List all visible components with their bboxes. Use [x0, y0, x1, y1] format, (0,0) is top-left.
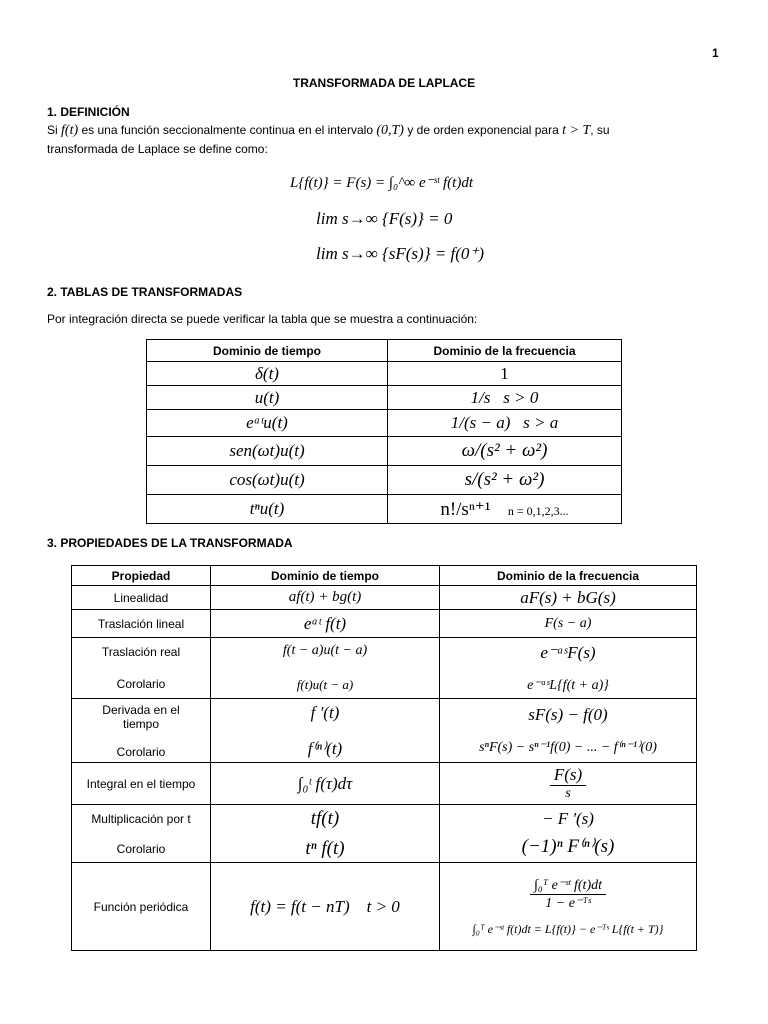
- frequency-corollary: e⁻ᵃˢL{f(t + a)}: [527, 677, 609, 693]
- table-cell-frequency: s/(s² + ω²): [388, 466, 622, 495]
- table-cell-frequency: [440, 638, 697, 699]
- time-corollary: tⁿ f(t): [305, 837, 345, 859]
- table-cell-frequency: F(s − a): [440, 610, 697, 638]
- table-cell-time: u(t): [147, 386, 388, 410]
- table-cell-frequency: [440, 699, 697, 763]
- table-cell-time: [211, 638, 440, 699]
- table-cell-frequency: [440, 763, 697, 805]
- fraction-numerator: F(s): [550, 765, 586, 786]
- frequency-expression: n!/sⁿ⁺¹: [440, 498, 491, 520]
- time-corollary: f⁽ⁿ⁾(t): [307, 738, 343, 758]
- table-header-row: [72, 566, 697, 586]
- table-cell-frequency: 1: [388, 362, 622, 386]
- column-header: Dominio de la frecuencia: [388, 340, 622, 362]
- time-expression: f '(t): [310, 702, 340, 722]
- property-name-cell: [72, 699, 211, 763]
- property-name: Función periódica: [72, 863, 211, 951]
- property-name: Linealidad: [72, 586, 211, 610]
- section3-heading: 3. PROPIEDADES DE LA TRANSFORMADA: [47, 536, 293, 550]
- document-title: TRANSFORMADA DE LAPLACE: [292, 76, 476, 90]
- properties-table: [71, 565, 697, 951]
- table-header-row: [147, 340, 622, 362]
- table-row: [72, 863, 697, 951]
- math-condition: t > T: [562, 123, 591, 138]
- property-name: Derivada en el tiempo: [102, 702, 180, 731]
- table-cell-time: af(t) + bg(t): [211, 586, 440, 610]
- property-name: Multiplicación por t: [91, 811, 191, 826]
- section2-intro: Por integración directa se puede verificar la tabla que se muestra a continuación:: [47, 312, 478, 326]
- table-row: [147, 437, 622, 466]
- table-cell-frequency: 1/s s > 0: [388, 386, 622, 410]
- frequency-expression: − F '(s): [542, 809, 594, 828]
- property-corollary: Corolario: [116, 841, 166, 856]
- equation-limit-1: lim s→∞ {F(s)} = 0: [316, 209, 453, 228]
- column-header: Dominio de la frecuencia: [440, 566, 697, 586]
- time-expression: f(t − a)u(t − a): [282, 643, 368, 658]
- table-row: [147, 466, 622, 495]
- column-header: Propiedad: [72, 566, 211, 586]
- section1-heading: 1. DEFINICIÓN: [47, 105, 130, 119]
- table-row: [147, 386, 622, 410]
- math-interval: (0,T): [376, 123, 404, 138]
- table-row: [72, 610, 697, 638]
- text-fragment: Si: [47, 123, 58, 137]
- table-cell-time: eᵃᵗu(t): [147, 410, 388, 437]
- page-number: 1: [712, 46, 719, 60]
- fraction-numerator: ∫₀ᵀ e⁻ˢᵗ f(t)dt: [530, 877, 606, 895]
- property-name: Traslación real: [101, 645, 181, 659]
- column-header: Dominio de tiempo: [147, 340, 388, 362]
- frequency-corollary: sⁿF(s) − sⁿ⁻¹f(0) − ... − f⁽ⁿ⁻¹⁾(0): [479, 740, 657, 755]
- table-cell-frequency: [440, 805, 697, 863]
- property-name-cell: [72, 638, 211, 699]
- property-name: Integral en el tiempo: [72, 763, 211, 805]
- section2-heading: 2. TABLAS DE TRANSFORMADAS: [47, 285, 243, 299]
- frequency-fraction: [550, 765, 586, 802]
- table-cell-time: sen(ωt)u(t): [147, 437, 388, 466]
- frequency-note: n = 0,1,2,3...: [507, 503, 569, 518]
- table-cell-time: tⁿu(t): [147, 495, 388, 524]
- equation-laplace-definition: L{f(t)} = F(s) = ∫₀^∞ e⁻ˢᵗ f(t)dt: [290, 175, 473, 191]
- table-cell-time: eᵃᵗ f(t): [211, 610, 440, 638]
- property-corollary: Corolario: [116, 677, 166, 691]
- equation-limit-2: lim s→∞ {sF(s)} = f(0⁺): [316, 244, 484, 263]
- column-header: Dominio de tiempo: [211, 566, 440, 586]
- table-row: [147, 362, 622, 386]
- time-corollary: f(t)u(t − a): [296, 677, 354, 692]
- property-name-cell: [72, 805, 211, 863]
- table-row: [72, 699, 697, 763]
- frequency-corollary: (−1)ⁿ F⁽ⁿ⁾(s): [521, 836, 615, 857]
- table-cell-frequency: [440, 863, 697, 951]
- table-cell-frequency: aF(s) + bG(s): [440, 586, 697, 610]
- table-cell-time: f(t) = f(t − nT) t > 0: [211, 863, 440, 951]
- transforms-table: [146, 339, 622, 524]
- table-row: [72, 638, 697, 699]
- property-corollary: Corolario: [116, 744, 166, 759]
- section1-paragraph-line2: transformada de Laplace se define como:: [47, 142, 268, 156]
- text-fragment: es una función seccionalmente continua en el intervalo: [81, 123, 373, 137]
- table-row: [72, 805, 697, 863]
- table-cell-frequency: [388, 495, 622, 524]
- table-cell-time: ∫₀ᵗ f(τ)dτ: [211, 763, 440, 805]
- table-cell-frequency: ω/(s² + ω²): [388, 437, 622, 466]
- frequency-identity: ∫₀ᵀ e⁻ˢᵗ f(t)dt = L{f(t)} − e⁻ᵀˢ L{f(t + T)}: [472, 921, 664, 936]
- table-row: [147, 410, 622, 437]
- fraction-denominator: 1 − e⁻ᵀˢ: [545, 895, 591, 911]
- section1-paragraph-line1: [47, 123, 610, 139]
- table-row: [72, 586, 697, 610]
- table-cell-time: cos(ωt)u(t): [147, 466, 388, 495]
- table-row: [72, 763, 697, 805]
- table-cell-frequency: 1/(s − a) s > a: [388, 410, 622, 437]
- text-fragment: , su: [590, 123, 610, 137]
- table-cell-time: [211, 805, 440, 863]
- frequency-fraction: [530, 877, 606, 912]
- text-fragment: y de orden exponencial para: [407, 123, 559, 137]
- time-expression: tf(t): [310, 807, 340, 829]
- table-cell-time: [211, 699, 440, 763]
- fraction-denominator: s: [565, 786, 571, 801]
- property-name: Traslación lineal: [72, 610, 211, 638]
- frequency-expression: sF(s) − f(0): [528, 705, 608, 724]
- frequency-expression: e⁻ᵃˢF(s): [540, 642, 596, 662]
- table-row: [147, 495, 622, 524]
- table-cell-time: δ(t): [147, 362, 388, 386]
- math-f-of-t: f(t): [61, 123, 79, 138]
